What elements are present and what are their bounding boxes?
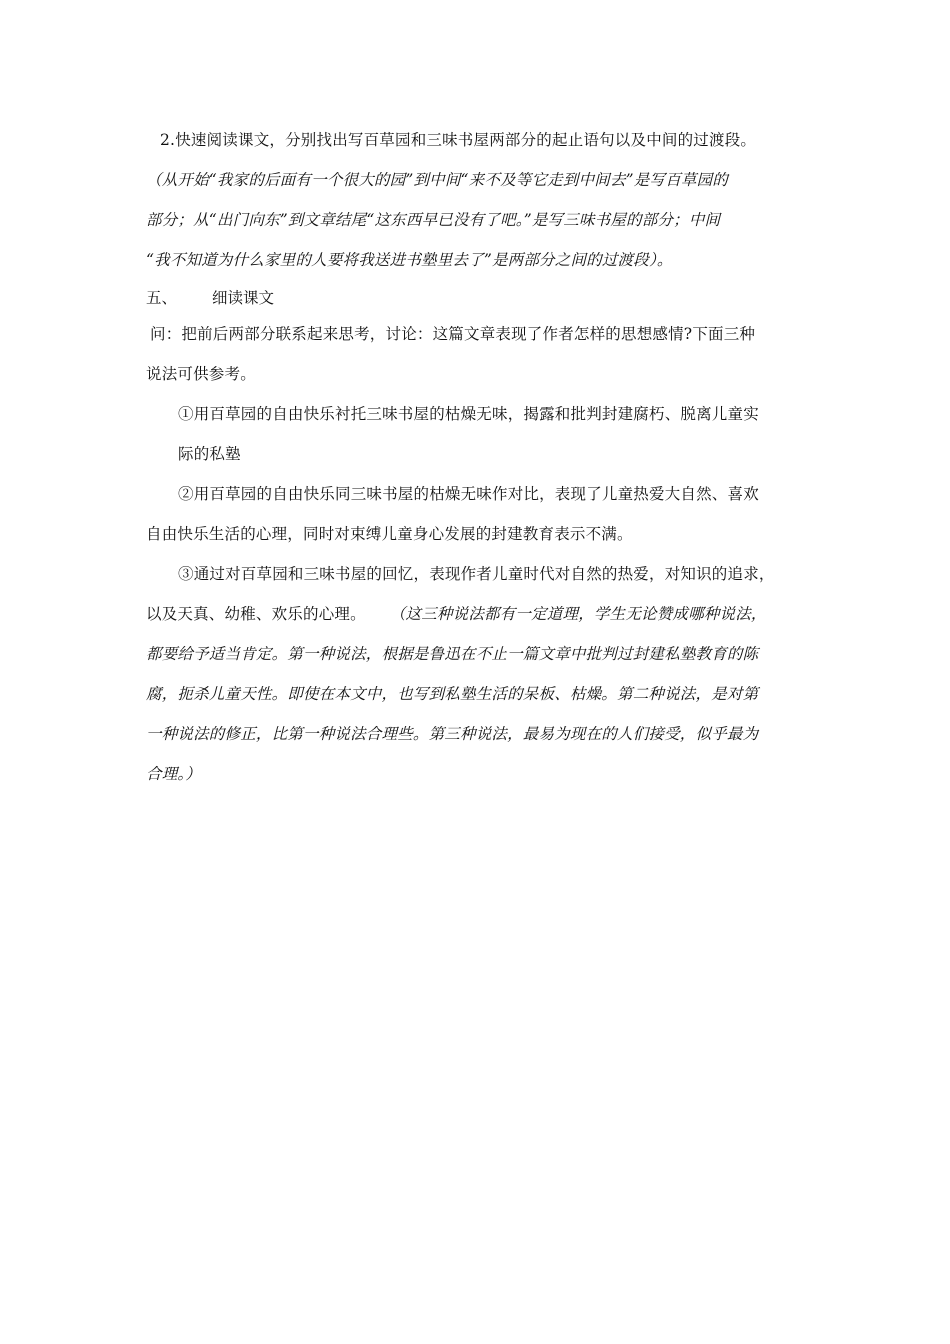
section-number: 五、: [146, 289, 178, 307]
option-2-line-2: 自由快乐生活的心理，同时对束缚儿童身心发展的封建教育表示不满。: [146, 525, 633, 543]
question-2-text: 2.快速阅读课文，分别找出写百草园和三味书屋两部分的起止语句以及中间的过渡段。: [160, 131, 757, 149]
question-text-line-2: 说法可供参考。: [146, 365, 256, 383]
answer-2-line-1: （从开始“我家的后面有一个很大的园”到中间“来不及等它走到中间去”是写百草园的: [146, 171, 728, 189]
section-title: 细读课文: [212, 289, 275, 307]
option-3-line-2: [146, 604, 767, 624]
answer-2-line-2: 部分；从“出门向东”到文章结尾“这东西早已没有了吧。”是写三味书屋的部分；中间: [146, 211, 721, 229]
note-line-1: 都要给予适当肯定。第一种说法，根据是鲁迅在不止一篇文章中批判过封建私塾教育的陈: [146, 645, 759, 663]
option-3-line-1: ③通过对百草园和三味书屋的回忆，表现作者儿童时代对自然的热爱，对知识的追求，: [178, 565, 775, 583]
note-line-4: 合理。）: [146, 765, 202, 783]
answer-2-line-3: “我不知道为什么家里的人要将我送进书塾里去了”是两部分之间的过渡段）。: [146, 251, 673, 269]
note-line-2: 腐，扼杀儿童天性。即使在本文中，也写到私塾生活的呆板、枯燥。第二种说法，是对第: [146, 685, 759, 703]
option-2-line-1: ②用百草园的自由快乐同三味书屋的枯燥无味作对比，表现了儿童热爱大自然、喜欢: [178, 485, 759, 503]
question-text-line-1: 问：把前后两部分联系起来思考，讨论：这篇文章表现了作者怎样的思想感情?下面三种: [150, 325, 756, 343]
option-3-normal-text: 以及天真、幼稚、欢乐的心理。: [146, 605, 366, 623]
option-1-line-1: ①用百草园的自由快乐衬托三味书屋的枯燥无味，揭露和批判封建腐朽、脱离儿童实: [178, 405, 759, 423]
option-1-line-2: 际的私塾: [178, 445, 241, 463]
note-intro-text: （这三种说法都有一定道理，学生无论赞成哪种说法，: [389, 605, 767, 623]
note-line-3: 一种说法的修正，比第一种说法合理些。第三种说法，最易为现在的人们接受，似乎最为: [146, 725, 759, 743]
